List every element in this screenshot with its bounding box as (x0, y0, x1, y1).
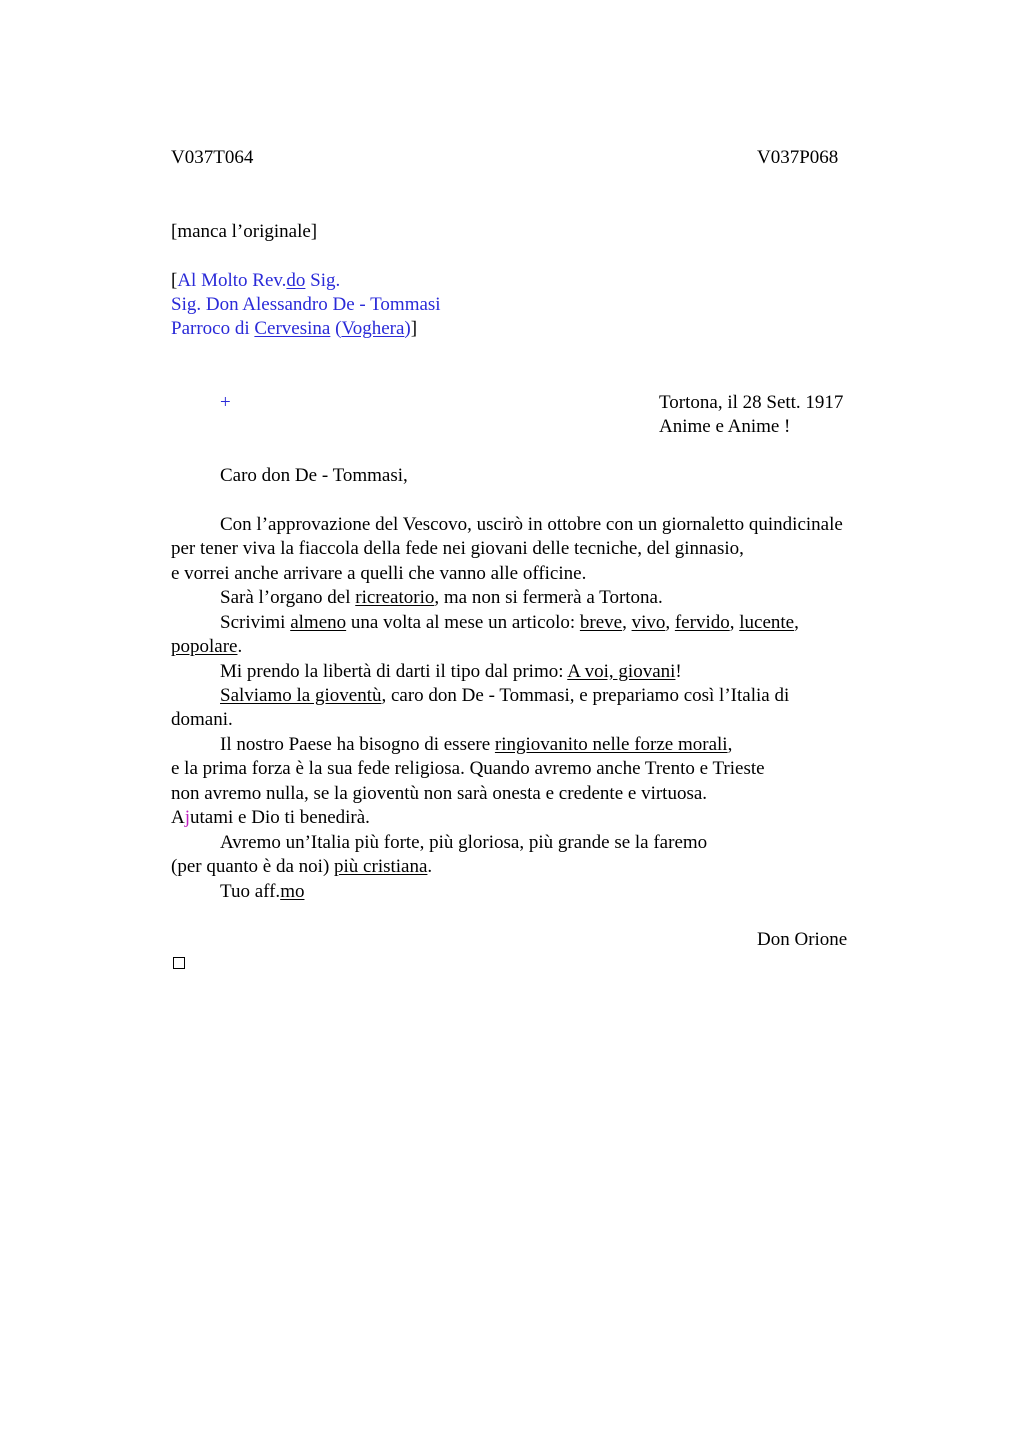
body-line-15: (per quanto è da noi) più cristiana. (171, 856, 433, 877)
body-line-8: Salviamo la gioventù, caro don De - Tommasi, e prepariamo così l’Italia di (220, 685, 790, 706)
end-marker-square (173, 957, 185, 969)
body-line-4: Sarà l’organo del ricreatorio, ma non si fermerà a Tortona. (220, 587, 663, 608)
salutation: Caro don De - Tommasi, (220, 465, 408, 486)
body-line-5: Scrivimi almeno una volta al mese un articolo: breve, vivo, fervido, lucente, (220, 612, 799, 633)
cross-symbol: + (220, 392, 231, 413)
body-line-9: domani. (171, 709, 233, 730)
body-line-11: e la prima forza è la sua fede religiosa. Quando avremo anche Trento e Trieste (171, 758, 765, 779)
body-line-10: Il nostro Paese ha bisogno di essere ringiovanito nelle forze morali, (220, 734, 733, 755)
archive-code-left: V037T064 (171, 147, 254, 168)
motto: Anime e Anime ! (659, 416, 791, 437)
closing: Tuo aff.mo (220, 881, 305, 902)
body-line-2: per tener viva la fiaccola della fede nei giovani delle tecniche, del ginnasio, (171, 538, 744, 559)
editorial-note: [manca l’originale] (171, 221, 318, 242)
address-line-3: Parroco di Cervesina (Voghera)] (171, 318, 418, 339)
body-line-14: Avremo un’Italia più forte, più gloriosa, più grande se la faremo (220, 832, 708, 853)
body-line-12: non avremo nulla, se la gioventù non sarà onesta e credente e virtuosa. (171, 783, 708, 804)
body-line-13: Ajutami e Dio ti benedirà. (171, 807, 370, 828)
body-line-1: Con l’approvazione del Vescovo, uscirò in ottobre con un giornaletto quindicinale (220, 514, 843, 535)
archive-code-right: V037P068 (757, 147, 839, 168)
address-line-1: [Al Molto Rev.do Sig. (171, 270, 341, 291)
body-line-7: Mi prendo la libertà di darti il tipo dal primo: A voi, giovani! (220, 661, 682, 682)
body-line-3: e vorrei anche arrivare a quelli che vanno alle officine. (171, 563, 587, 584)
place-date: Tortona, il 28 Sett. 1917 (659, 392, 844, 413)
body-line-6: popolare. (171, 636, 243, 657)
signature: Don Orione (757, 929, 848, 950)
address-line-2: Sig. Don Alessandro De - Tommasi (171, 294, 441, 315)
